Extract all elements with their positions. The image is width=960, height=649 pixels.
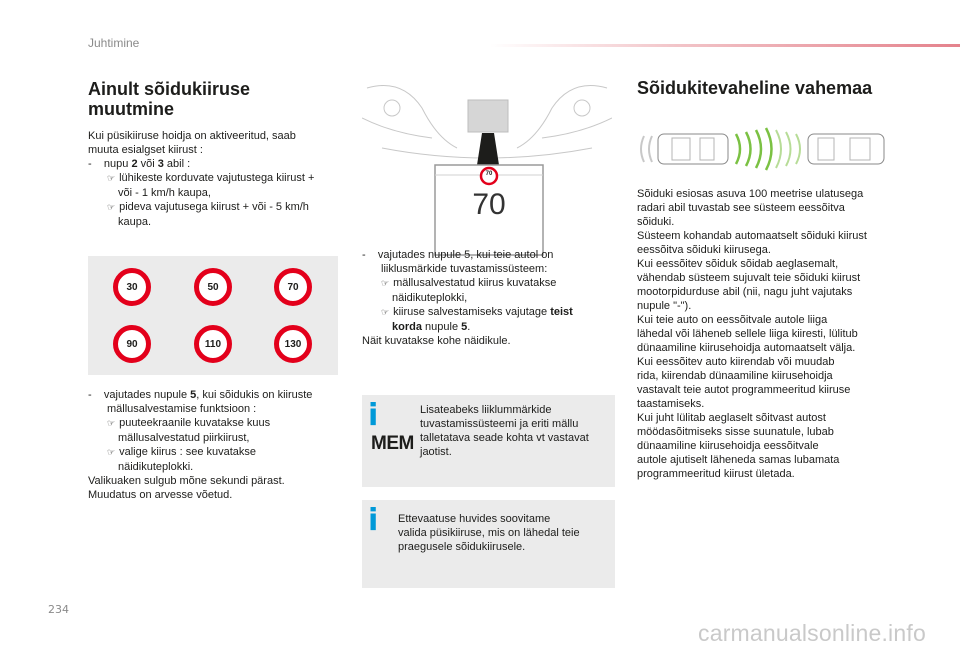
sub-bullet [88, 445, 343, 460]
bold-run: teist [550, 306, 573, 318]
bullet [362, 248, 612, 262]
paragraph-line: taastamiseks. [637, 398, 705, 410]
right-heading: Sõidukitevaheline vahemaa [637, 78, 873, 98]
paragraph-line: rida, kiirendab dünaamiline kiirusehoidja [637, 370, 833, 382]
speed-sign-70: 70 [274, 268, 312, 306]
arrow-icon: ☞ [381, 279, 390, 289]
cluster-drawing [362, 78, 612, 260]
paragraph-line: radari abil tuvastab see süsteem eessõitva [637, 202, 845, 214]
sub-bullet [88, 171, 343, 186]
bold-run: 5 [190, 389, 197, 401]
speed-sign-50: 50 [194, 268, 232, 306]
right-text-block [637, 187, 897, 481]
sub-bullet-cont: kaupa. [118, 216, 152, 228]
info-line: Lisateabeks liiklummärkide [420, 404, 552, 416]
bullet-cont: liiklusmärkide tuvastamissüsteem: [381, 263, 548, 275]
sub-bullet [362, 305, 612, 320]
dash: - [88, 389, 92, 401]
arrow-icon: ☞ [381, 308, 390, 318]
bullet-text: vajutades nupule 5, kui teie autol on [377, 249, 554, 261]
sub-bullet [88, 416, 343, 431]
info-icon: i [368, 503, 379, 538]
bullet-cont: mällusalvestamise funktsioon : [107, 403, 257, 415]
text-run: . [467, 321, 471, 333]
sub-bullet-text: pideva vajutusega kiirust + või - 5 km/h [119, 201, 309, 213]
sub-bullet-cont: näidikuteplokki. [118, 461, 194, 473]
intro-line: muuta esialgset kiirust : [88, 144, 203, 156]
info-line: Ettevaatuse huvides soovitame [398, 513, 551, 525]
sub-bullet-text: mällusalvestatud kiirus kuvatakse [393, 277, 557, 289]
text-run: nupu [103, 158, 132, 170]
sub-bullet-text: puuteekraanile kuvatakse kuus [119, 417, 271, 429]
header-divider [490, 44, 960, 47]
closing-line: Muudatus on arvesse võetud. [88, 489, 233, 501]
paragraph-line: Kui juht lülitab aeglaselt sõitvast autost [637, 412, 826, 424]
bullet-memory [88, 388, 343, 402]
info-line: talletatava seade kohta vt vastavat [420, 432, 589, 444]
left-intro-block [88, 129, 343, 229]
cluster-sign-label: 70 [485, 171, 493, 177]
left-heading [88, 79, 250, 119]
speed-sign-30: 30 [113, 268, 151, 306]
sub-bullet-cont [362, 320, 612, 334]
paragraph-line: lähedal või läheneb sellele liiga kiiresti, lülitub [637, 328, 858, 340]
mem-label: MEM [371, 433, 414, 454]
closing-line: Näit kuvatakse kohe näidikule. [362, 335, 511, 347]
speed-sign-panel [88, 256, 338, 375]
left-memory-block [88, 388, 343, 502]
speed-sign-110: 110 [194, 325, 232, 363]
text-run: abil : [163, 158, 191, 170]
paragraph-line: eessõitva sõiduki kiirusega. [637, 244, 771, 256]
info-line: tuvastamissüsteemi ja eriti mällu [420, 418, 579, 430]
sub-bullet-cont: või - 1 km/h kaupa, [118, 187, 211, 199]
paragraph-line: autole ajutiselt läheneda samas lubamata [637, 454, 840, 466]
text-run: , kui sõidukis on kiiruste [196, 389, 313, 401]
bullet-buttons [88, 157, 343, 171]
text-run: nupule [421, 321, 462, 333]
left-heading-line2: muutmine [88, 99, 175, 119]
sub-bullet [362, 276, 612, 291]
paragraph-line: dünaamiline kiirusehoidja eessõitvale [637, 440, 819, 452]
info-box-mem-text [420, 403, 610, 459]
paragraph-line: Kui teie auto on eessõitvale autole liiga [637, 314, 828, 326]
info-icon: i [368, 398, 379, 433]
paragraph-line: vastavalt teie autot programmeeritud kiiruse [637, 384, 851, 396]
instrument-cluster-illustration [362, 78, 612, 260]
sub-bullet-text: valige kiirus : see kuvatakse [119, 446, 257, 458]
paragraph-line: Sõiduki esiosas asuva 100 meetrise ulatusega [637, 188, 864, 200]
sub-bullet-cont: näidikuteplokki, [392, 292, 468, 304]
text-run: vajutades nupule [103, 389, 191, 401]
paragraph-line: Kui eessõitev auto kiirendab või muudab [637, 356, 835, 368]
middle-text-block [362, 248, 612, 348]
sub-bullet-text: lühikeste korduvate vajutustega kiirust + [119, 172, 315, 184]
sub-bullet-cont: mällusalvestatud piirkiirust, [118, 432, 250, 444]
closing-line: Valikuaken sulgub mõne sekundi pärast. [88, 475, 285, 487]
radar-drawing [636, 126, 892, 172]
intro-line: Kui püsikiiruse hoidja on aktiveeritud, saab [88, 130, 296, 142]
paragraph-line: sõiduki. [637, 216, 675, 228]
arrow-icon: ☞ [107, 448, 116, 458]
paragraph-line: programmeeritud kiirust ületada. [637, 468, 795, 480]
dash: - [88, 158, 92, 170]
watermark: carmanualsonline.info [698, 620, 926, 646]
speed-sign-90: 90 [113, 325, 151, 363]
paragraph-line: Süsteem kohandab automaatselt sõiduki kiirust [637, 230, 867, 242]
bold-run: 3 [157, 158, 164, 170]
paragraph-line: dünaamiline kiirusehoidja automaatselt välja. [637, 342, 856, 354]
section-title: Juhtimine [88, 36, 140, 50]
paragraph-line: nupule "-"). [637, 300, 692, 312]
arrow-icon: ☞ [107, 419, 116, 429]
cluster-speed-readout: 70 [472, 188, 506, 221]
radar-distance-illustration [636, 126, 892, 172]
info-line: valida püsikiiruse, mis on lähedal teie [398, 527, 580, 539]
dash: - [362, 249, 366, 261]
arrow-icon: ☞ [107, 203, 116, 213]
sub-bullet-text: kiiruse salvestamiseks vajutage [393, 306, 551, 318]
info-box-advice-text [398, 512, 610, 554]
paragraph-line: möödasõitmiseks sisse suunatule, lubab [637, 426, 834, 438]
paragraph-line: mootorpidurduse abil (nii, nagu juht vajutaks [637, 286, 853, 298]
paragraph-line: Kui eessõitev sõiduk sõidab aeglasemalt, [637, 258, 839, 270]
info-box-mem [362, 395, 615, 487]
page-number: 234 [48, 603, 69, 616]
info-line: praegusele sõidukiirusele. [398, 541, 526, 553]
info-box-advice [362, 500, 615, 588]
bold-run: 5 [461, 321, 468, 333]
left-heading-line1: Ainult sõidukiiruse [88, 79, 251, 99]
paragraph-line: vähendab süsteem sujuvalt teie sõiduki kiirust [637, 272, 861, 284]
info-line: jaotist. [420, 446, 452, 458]
bold-run: 2 [131, 158, 138, 170]
speed-sign-130: 130 [274, 325, 312, 363]
text-run: või [137, 158, 158, 170]
arrow-icon: ☞ [107, 174, 116, 184]
sub-bullet [88, 200, 343, 215]
bold-run: korda [392, 321, 422, 333]
